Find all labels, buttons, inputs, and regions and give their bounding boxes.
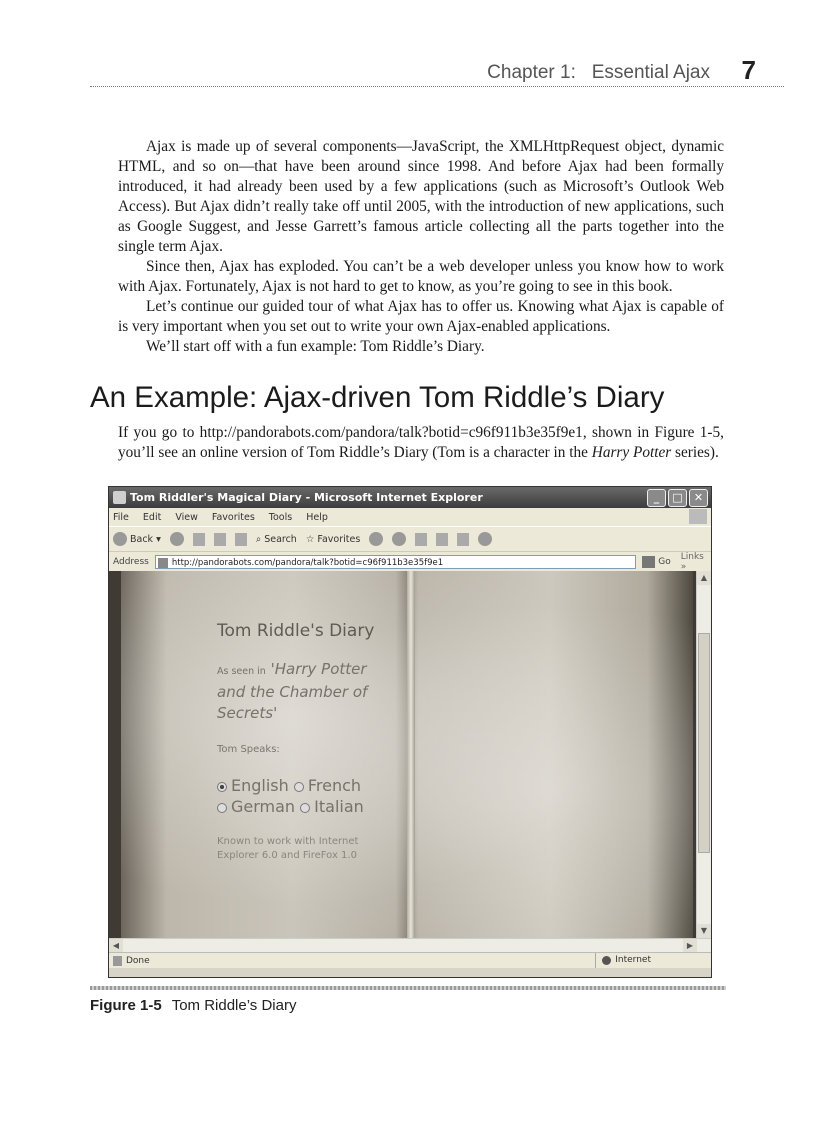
vertical-scrollbar[interactable] [696, 571, 711, 938]
menu-favorites[interactable]: Favorites [211, 511, 255, 523]
running-header [90, 56, 784, 87]
favorites-button[interactable] [306, 534, 360, 545]
intro-paragraph-4: We’ll start off with a fun example: Tom Riddle’s Diary. [146, 338, 485, 355]
tom-speaks-label: Tom Speaks: [217, 744, 280, 755]
scroll-right-icon[interactable]: ▶ [683, 939, 697, 952]
maximize-icon[interactable]: □ [668, 489, 687, 507]
lang-english[interactable] [217, 776, 289, 795]
forward-icon[interactable] [170, 532, 184, 546]
address-label: Address [113, 556, 149, 567]
status-bar [109, 952, 711, 968]
page-number: 7 [741, 55, 756, 85]
diary-book-image [121, 571, 693, 938]
radio-icon [294, 782, 304, 792]
window-controls [647, 489, 708, 507]
globe-icon [602, 956, 611, 965]
lang-italian-label: Italian [314, 797, 364, 816]
section-heading: An Example: Ajax-driven Tom Riddle’s Diary [90, 381, 665, 414]
address-input[interactable] [155, 555, 636, 569]
section-text-end: series). [671, 444, 719, 461]
intro-paragraph-2: Since then, Ajax has exploded. You can’t be a web developer unless you know how to work with Ajax. Fortunately, Ajax is not hard to get to know, as you’re going to see in this book. [118, 258, 724, 295]
horizontal-scrollbar[interactable] [109, 938, 711, 952]
diary-page [217, 621, 387, 863]
discuss-icon[interactable] [457, 533, 469, 546]
figure-caption-text: Tom Riddle’s Diary [171, 997, 297, 1014]
menu-view[interactable]: View [175, 511, 198, 523]
history-icon[interactable] [369, 532, 383, 546]
scroll-down-icon[interactable]: ▼ [697, 924, 711, 938]
go-arrow-icon [642, 556, 655, 568]
scroll-left-icon[interactable]: ◀ [109, 939, 123, 952]
lang-french[interactable] [294, 776, 361, 795]
intro-paragraph-1: Ajax is made up of several components—JavaScript, the XMLHttpRequest object, dynamic HTML, and so on—that have been around since 1998. And before Ajax had been formally introduced, it had already been used by a few applications (such as Microsoft’s Outlook Web Access). But Ajax didn’t really take off until 2005, with the introduction of new applications, such as Google Suggest, and Jesse Garrett’s famous article collecting all the parts together into the single term Ajax. [118, 138, 724, 255]
lang-french-label: French [307, 776, 362, 795]
section-text [118, 423, 724, 463]
address-url: http://pandorabots.com/pandora/talk?botid=c96f911b3e35f9e1 [171, 557, 444, 568]
section-paragraph [118, 423, 724, 463]
search-button[interactable] [256, 534, 297, 545]
home-icon[interactable] [235, 533, 247, 546]
window-title: Tom Riddler's Magical Diary - Microsoft Internet Explorer [130, 491, 483, 504]
figure-screenshot [108, 486, 712, 978]
menu-tools[interactable]: Tools [268, 511, 293, 523]
series-title: Harry Potter [591, 444, 672, 461]
diary-title: Tom Riddle's Diary [217, 621, 375, 641]
minimize-icon[interactable]: _ [647, 489, 666, 507]
menu-file[interactable]: File [113, 511, 129, 523]
star-icon: ☆ [305, 533, 315, 545]
scroll-up-icon[interactable]: ▲ [697, 571, 711, 585]
menu-help[interactable]: Help [306, 511, 328, 523]
intro-paragraph-3: Let’s continue our guided tour of what Ajax has to offer us. Knowing what Ajax is capable of is very important when you set out to write your own Ajax-enabled applications. [118, 298, 724, 335]
menu-bar [109, 508, 711, 526]
caption-rule [90, 986, 726, 990]
status-text: Done [126, 955, 150, 966]
zone-text: Internet [615, 955, 651, 965]
figure-caption [90, 997, 296, 1014]
go-button[interactable] [642, 556, 670, 568]
figure-label: Figure 1-5 [90, 997, 162, 1014]
lang-german-label: German [231, 797, 296, 816]
address-bar [109, 551, 711, 571]
edit-icon[interactable] [436, 533, 448, 546]
refresh-icon[interactable] [214, 533, 226, 546]
language-options [217, 775, 387, 817]
scrollbar-thumb[interactable] [698, 633, 710, 853]
lang-german[interactable] [217, 797, 295, 816]
search-label: Search [264, 533, 297, 545]
page-icon [158, 558, 168, 568]
back-button[interactable]: Back ▾ [113, 532, 161, 546]
lang-english-label: English [231, 776, 289, 795]
radio-icon [300, 803, 310, 813]
links-label: Links [680, 551, 704, 562]
print-icon[interactable] [415, 533, 427, 546]
messenger-icon[interactable] [478, 532, 492, 546]
go-label: Go [658, 556, 671, 567]
back-label: Back [130, 533, 154, 545]
mail-icon[interactable] [392, 532, 406, 546]
stop-icon[interactable] [193, 533, 205, 546]
book-spine [407, 571, 415, 938]
windows-flag-icon [689, 509, 707, 524]
section-text-start: If you go to http://pandorabots.com/pandora/talk?botid=c96f911b3e35f9e1, shown in Figure 1-5, you’ll see an online version of Tom Riddle’s Diary (Tom is a character in the [118, 424, 724, 461]
book-title: 'Harry Potter and the Chamber of Secrets' [217, 660, 368, 722]
search-icon: ⌕ [255, 533, 262, 545]
diary-intro [217, 659, 387, 724]
menu-edit[interactable]: Edit [142, 511, 162, 523]
radio-icon [217, 803, 227, 813]
intro-text [118, 137, 724, 357]
window-title-bar [109, 487, 711, 508]
as-seen-in: As seen in [217, 666, 266, 677]
browser-viewport [109, 571, 711, 938]
lang-italian[interactable] [300, 797, 364, 816]
back-icon [113, 532, 127, 546]
close-icon[interactable]: ✕ [689, 489, 708, 507]
favorites-label: Favorites [317, 533, 361, 545]
ie-logo-icon [113, 491, 126, 504]
security-zone [595, 953, 651, 968]
links-button[interactable]: Links » [680, 551, 704, 572]
radio-selected-icon [217, 782, 227, 792]
chapter-title: Chapter 1: Essential Ajax [487, 62, 710, 83]
compat-note: Known to work with Internet Explorer 6.0 and FireFox 1.0 [217, 836, 359, 861]
toolbar [109, 526, 711, 551]
document-icon [113, 956, 122, 966]
